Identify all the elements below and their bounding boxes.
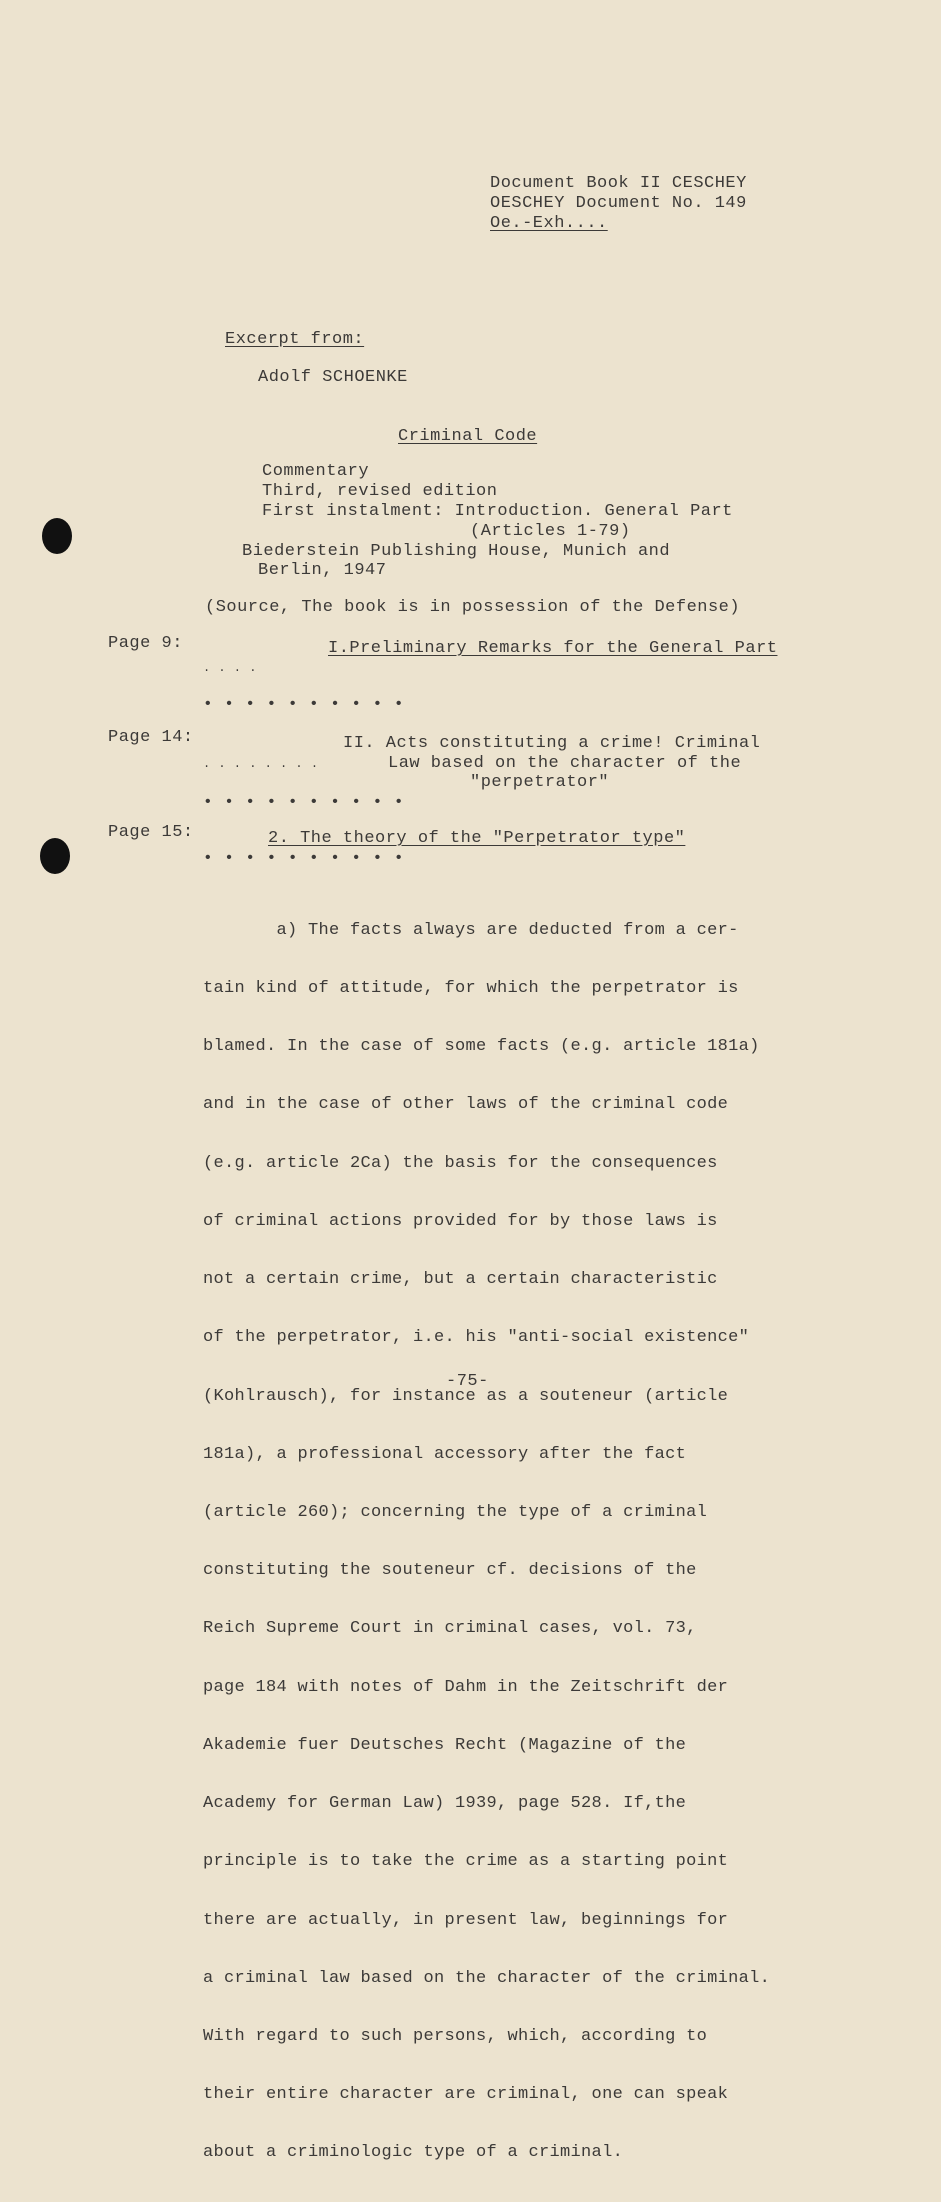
page-9-dots: . . . .	[203, 661, 257, 675]
body-line: (article 260); concerning the type of a criminal	[203, 1503, 708, 1522]
excerpt-label: Excerpt from:	[225, 330, 365, 349]
body-line: principle is to take the crime as a starting point	[203, 1852, 729, 1872]
page-14-heading-line: II. Acts constituting a crime! Criminal	[343, 734, 761, 753]
page-14-dots: . . . . . . . .	[203, 757, 319, 771]
body-line: a) The facts always are deducted from a cer-	[203, 920, 739, 940]
header-line-3: Oe.-Exh....	[490, 214, 608, 233]
detail-line: (Articles 1-79)	[470, 522, 631, 541]
detail-line: First instalment: Introduction. General Part	[262, 502, 733, 521]
body-line: constituting the souteneur cf. decisions of the	[203, 1561, 697, 1581]
publisher-line: Biederstein Publishing House, Munich and	[242, 542, 671, 561]
publisher-line: Berlin, 1947	[258, 561, 387, 580]
body-paragraph	[203, 882, 770, 2202]
body-line: of the perpetrator, i.e. his "anti-social existence"	[203, 1328, 750, 1348]
body-line: 181a), a professional accessory after the fact	[203, 1444, 687, 1464]
body-line: (Kohlrausch), for instance as a souteneur (article	[203, 1386, 729, 1406]
detail-line: Commentary	[262, 462, 370, 481]
header-line-1: Document Book II CESCHEY	[490, 174, 747, 193]
body-line: and in the case of other laws of the criminal code	[203, 1095, 729, 1115]
source-note: (Source, The book is in possession of the Defense)	[205, 598, 741, 617]
separator-dots: • • • • • • • • • •	[203, 849, 405, 867]
page-9-heading: I.Preliminary Remarks for the General Part	[328, 639, 778, 658]
body-line: not a certain crime, but a certain characteristic	[203, 1270, 718, 1290]
page-14-heading-line: Law based on the character of the	[388, 754, 742, 773]
body-line: of criminal actions provided for by those laws is	[203, 1211, 718, 1231]
body-line: a criminal law based on the character of the criminal.	[203, 1968, 771, 1988]
detail-line: Third, revised edition	[262, 482, 498, 501]
punch-hole-bottom	[40, 838, 70, 874]
header-line-2: OESCHEY Document No. 149	[490, 194, 747, 213]
body-line: tain kind of attitude, for which the perpetrator is	[203, 979, 739, 999]
body-line: Reich Supreme Court in criminal cases, vol. 73,	[203, 1619, 697, 1639]
page-15-heading: 2. The theory of the "Perpetrator type"	[268, 829, 686, 848]
separator-dots: • • • • • • • • • •	[203, 695, 405, 713]
separator-dots: • • • • • • • • • •	[203, 793, 405, 811]
body-line: (e.g. article 2Ca) the basis for the consequences	[203, 1153, 718, 1173]
body-line: their entire character are criminal, one can speak	[203, 2085, 729, 2105]
body-line: there are actually, in present law, beginnings for	[203, 1910, 729, 1930]
page-number: -75-	[446, 1372, 489, 1391]
excerpt-author: Adolf SCHOENKE	[258, 368, 408, 387]
page-14-label: Page 14:	[108, 728, 194, 747]
body-line: blamed. In the case of some facts (e.g. article 181a)	[203, 1037, 760, 1057]
body-line: page 184 with notes of Dahm in the Zeitschrift der	[203, 1677, 729, 1697]
punch-hole-top	[42, 518, 72, 554]
body-line: With regard to such persons, which, according to	[203, 2026, 708, 2046]
page-14-heading-line: "perpetrator"	[470, 773, 610, 792]
page-15-label: Page 15:	[108, 823, 194, 842]
body-line: Academy for German Law) 1939, page 528. If,the	[203, 1794, 687, 1814]
excerpt-title: Criminal Code	[398, 427, 538, 446]
body-line: Akademie fuer Deutsches Recht (Magazine of the	[203, 1735, 687, 1755]
body-line: about a criminologic type of a criminal.	[203, 2143, 624, 2163]
page-9-label: Page 9:	[108, 634, 183, 653]
